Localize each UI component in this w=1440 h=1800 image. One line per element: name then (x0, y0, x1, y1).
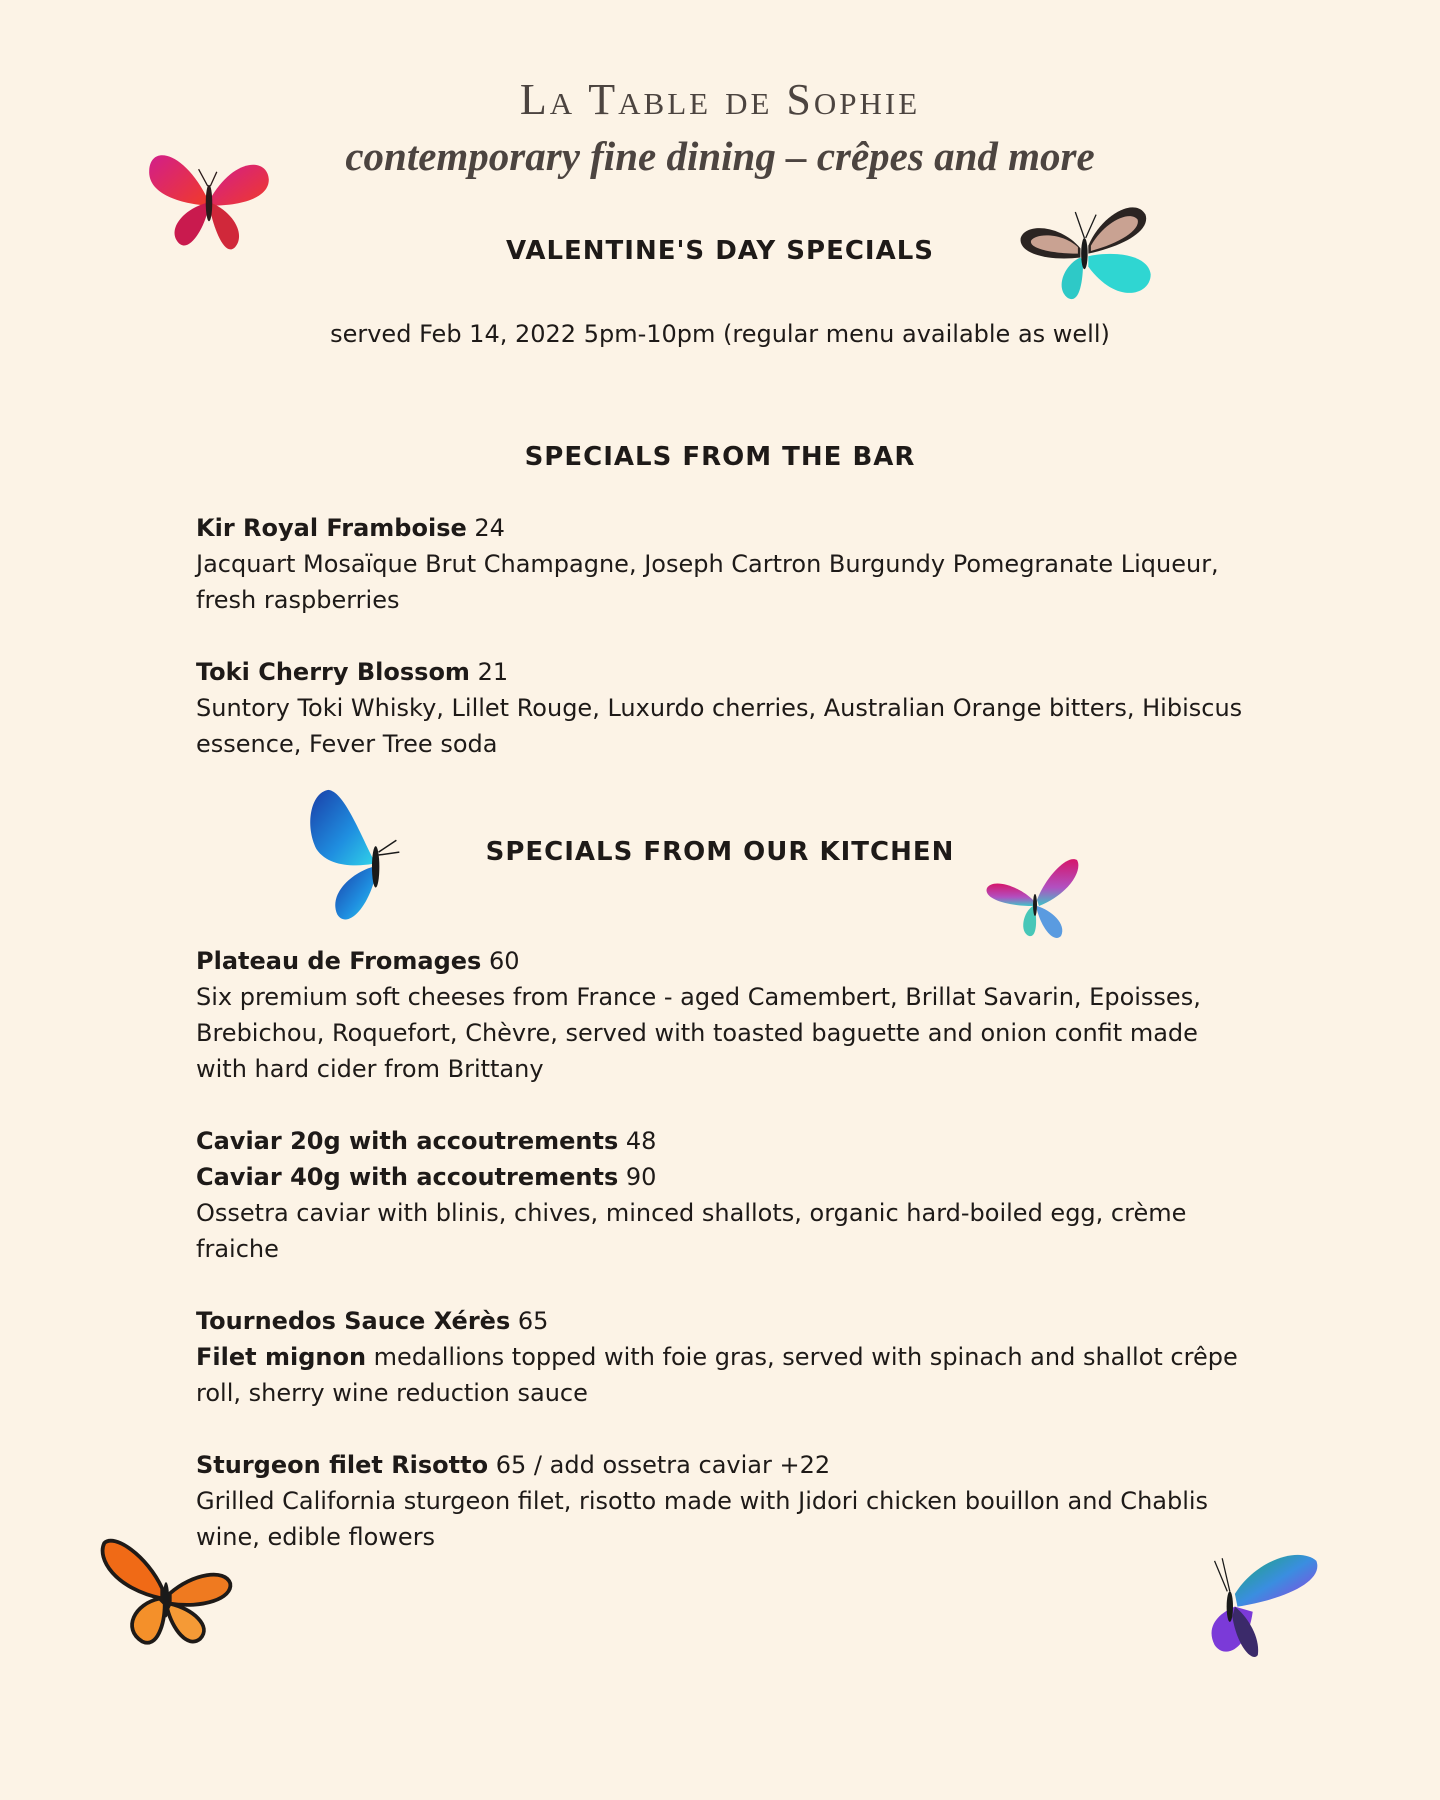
red-butterfly-icon (144, 138, 274, 268)
menu-item-plateau-fromages (196, 943, 1256, 1087)
item-name: Caviar 20g with accoutrements (196, 1127, 619, 1155)
item-price-2: 90 (625, 1163, 657, 1191)
item-price: 24 (474, 514, 505, 542)
item-name: Kir Royal Framboise (196, 514, 467, 542)
item-price: 48 (625, 1127, 657, 1155)
item-description: medallions topped with foie gras, served with spinach and shallot crêpe roll, sherry wine reduction sauce (196, 1343, 1238, 1407)
teal-butterfly-icon (1012, 186, 1162, 316)
served-note: served Feb 14, 2022 5pm-10pm (regular menu available as well) (330, 320, 1110, 348)
item-price: 65 / add ossetra caviar +22 (495, 1451, 831, 1479)
menu-item-tournedos (196, 1303, 1256, 1411)
item-name: Plateau de Fromages (196, 947, 482, 975)
item-price: 21 (477, 658, 509, 686)
menu-item-toki-cherry (196, 654, 1256, 762)
menu-item-sturgeon (196, 1447, 1256, 1555)
restaurant-title: La Table de Sophie (519, 75, 921, 124)
item-name: Toki Cherry Blossom (196, 658, 470, 686)
item-price: 65 (517, 1307, 549, 1335)
item-description: Suntory Toki Whisky, Lillet Rouge, Luxurdo cherries, Australian Orange bitters, Hibiscus essence, Fever Tree soda (196, 694, 1243, 758)
pink-butterfly-icon (982, 850, 1084, 950)
item-price: 60 (488, 947, 520, 975)
orange-butterfly-icon (92, 1528, 240, 1654)
kitchen-heading: SPECIALS FROM OUR KITCHEN (485, 837, 955, 867)
item-description: Jacquart Mosaïque Brut Champagne, Joseph Cartron Burgundy Pomegranate Liqueur, fresh raspberries (196, 550, 1219, 614)
menu-item-kir-royal (196, 510, 1256, 618)
menu-item-caviar (196, 1123, 1256, 1267)
item-description: Grilled California sturgeon filet, risotto made with Jidori chicken bouillon and Chablis wine, edible flowers (196, 1487, 1209, 1551)
item-description: Six premium soft cheeses from France - aged Camembert, Brillat Savarin, Epoisses, Brebichou, Roquefort, Chèvre, served with toasted baguette and onion confit made with hard cider from Brittany (196, 983, 1201, 1083)
blue-butterfly-icon (298, 784, 403, 932)
restaurant-subtitle: contemporary fine dining – crêpes and more (345, 133, 1095, 179)
bar-heading: SPECIALS FROM THE BAR (524, 442, 916, 472)
item-name-2: Caviar 40g with accoutrements (196, 1163, 619, 1191)
item-description-strong: Filet mignon (196, 1343, 367, 1371)
valentines-heading: VALENTINE'S DAY SPECIALS (505, 236, 935, 266)
item-description: Ossetra caviar with blinis, chives, minced shallots, organic hard-boiled egg, crème fraiche (196, 1199, 1187, 1263)
item-name: Sturgeon filet Risotto (196, 1451, 489, 1479)
violet-butterfly-icon (1184, 1534, 1324, 1664)
item-name: Tournedos Sauce Xérès (196, 1307, 511, 1335)
